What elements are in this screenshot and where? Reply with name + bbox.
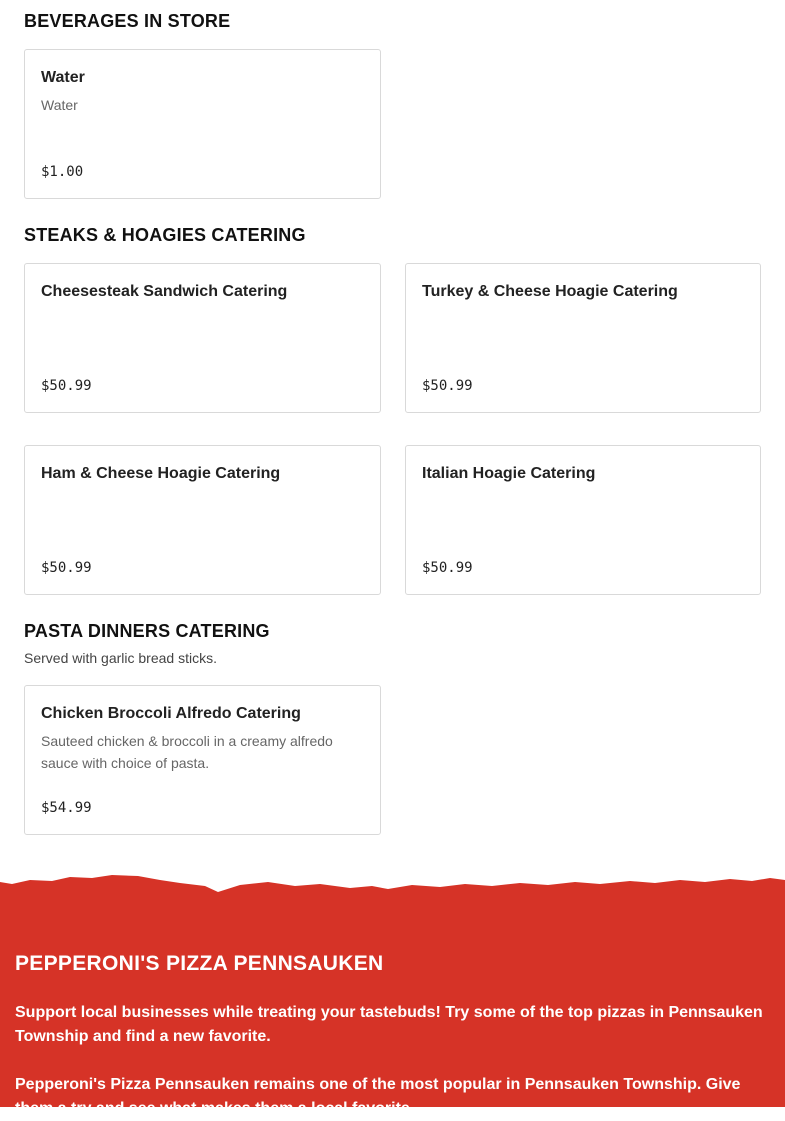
item-name: Italian Hoagie Catering: [422, 465, 596, 482]
item-name: Chicken Broccoli Alfredo Catering: [41, 705, 301, 722]
footer: [0, 872, 785, 1117]
section-steaks-hoagies: [24, 224, 761, 595]
section-title: PASTA DINNERS CATERING: [24, 621, 270, 641]
item-name: Ham & Cheese Hoagie Catering: [41, 465, 281, 482]
section-title: STEAKS & HOAGIES CATERING: [24, 225, 306, 245]
item-name: Cheesesteak Sandwich Catering: [41, 283, 288, 300]
footer-paragraph: Support local businesses while treating your tastebuds! Try some of the top pizzas in Pennsauken Township and find a new favorite.: [15, 1004, 763, 1045]
menu-item-card-ham-cheese[interactable]: [24, 445, 381, 595]
menu-item-card-chicken-broccoli-alfredo[interactable]: [24, 685, 381, 835]
menu-item-card-italian-hoagie[interactable]: [405, 445, 761, 595]
item-price: $50.99: [41, 378, 92, 394]
item-price: $50.99: [41, 560, 92, 576]
item-name: Turkey & Cheese Hoagie Catering: [422, 283, 678, 300]
torn-paper-edge: [0, 872, 785, 894]
item-price: $54.99: [41, 800, 92, 816]
menu-item-card-cheesesteak[interactable]: [24, 263, 381, 413]
section-title: BEVERAGES IN STORE: [24, 11, 231, 31]
item-price: $1.00: [41, 164, 84, 180]
section-description: Served with garlic bread sticks.: [24, 650, 217, 666]
footer-paragraph: Pepperoni's Pizza Pennsauken remains one of the most popular in Pennsauken Township. Give them a try and see what makes them a local favorite.: [15, 1076, 741, 1117]
item-price: $50.99: [422, 378, 473, 394]
item-price: $50.99: [422, 560, 473, 576]
item-name: Water: [41, 69, 85, 86]
item-description: Sauteed chicken & broccoli in a creamy alfredo sauce with choice of pasta.: [41, 733, 333, 771]
item-description: Water: [41, 97, 78, 113]
section-pasta-dinners: [24, 620, 761, 835]
menu-item-card-turkey-cheese[interactable]: [405, 263, 761, 413]
menu-item-card-water[interactable]: [24, 49, 381, 199]
footer-title: PEPPERONI'S PIZZA PENNSAUKEN: [15, 952, 384, 975]
section-beverages: [24, 10, 761, 199]
